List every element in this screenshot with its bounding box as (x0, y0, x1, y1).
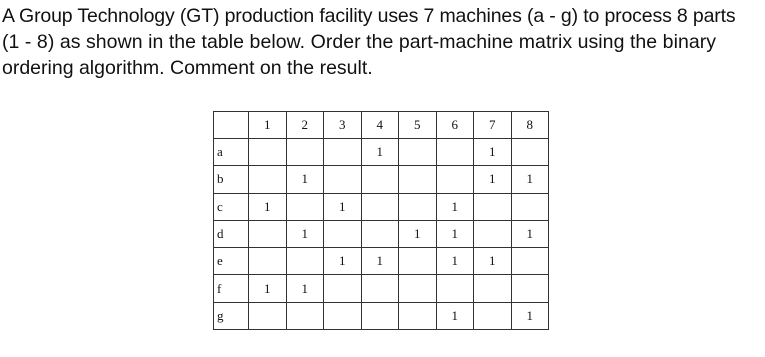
matrix-cell (399, 275, 437, 302)
machine-row (214, 248, 549, 275)
matrix-cell (324, 302, 362, 329)
matrix-cell (436, 166, 474, 193)
matrix-cell: 1 (324, 248, 362, 275)
matrix-cell: 1 (436, 193, 474, 220)
part-column-header: 7 (474, 112, 512, 139)
matrix-cell (249, 139, 287, 166)
matrix-cell (324, 275, 362, 302)
part-column-header: 8 (511, 112, 549, 139)
machine-label: e (214, 248, 249, 275)
matrix-cell: 1 (286, 166, 324, 193)
problem-line: (1 - 8) as shown in the table below. Order the part-machine matrix using the binary (2, 31, 717, 53)
matrix-cell (399, 193, 437, 220)
matrix-cell (474, 193, 512, 220)
part-column-header: 1 (249, 112, 287, 139)
machine-row (214, 302, 549, 329)
matrix-cell (399, 302, 437, 329)
matrix-cell (286, 248, 324, 275)
matrix-cell (324, 166, 362, 193)
problem-statement (2, 3, 762, 81)
matrix-cell (249, 302, 287, 329)
matrix-cell (286, 302, 324, 329)
matrix-cell (361, 220, 399, 247)
matrix-cell (474, 220, 512, 247)
matrix-cell (511, 139, 549, 166)
part-column-header: 4 (361, 112, 399, 139)
matrix-cell (474, 302, 512, 329)
matrix-cell: 1 (286, 275, 324, 302)
matrix-cell: 1 (436, 302, 474, 329)
machine-label: a (214, 139, 249, 166)
matrix-cell (399, 166, 437, 193)
matrix-cell (399, 139, 437, 166)
matrix-cell (436, 275, 474, 302)
part-column-header: 5 (399, 112, 437, 139)
matrix-cell: 1 (436, 248, 474, 275)
problem-line: ordering algorithm. Comment on the result. (2, 57, 373, 79)
matrix-cell (249, 220, 287, 247)
matrix-cell: 1 (511, 302, 549, 329)
matrix-cell: 1 (324, 193, 362, 220)
part-machine-matrix (213, 111, 549, 330)
machine-label: g (214, 302, 249, 329)
matrix-cell (511, 248, 549, 275)
matrix-cell (399, 248, 437, 275)
matrix-cell (511, 193, 549, 220)
matrix-cell (361, 302, 399, 329)
matrix-cell: 1 (511, 166, 549, 193)
machine-row (214, 193, 549, 220)
matrix-cell (361, 275, 399, 302)
machine-label: f (214, 275, 249, 302)
matrix-cell: 1 (361, 248, 399, 275)
matrix-cell (361, 166, 399, 193)
problem-line: A Group Technology (GT) production facility uses 7 machines (a - g) to process 8 parts (2, 5, 736, 27)
matrix-cell: 1 (249, 275, 287, 302)
matrix-cell (474, 275, 512, 302)
machine-label: c (214, 193, 249, 220)
matrix-cell (324, 220, 362, 247)
matrix-cell: 1 (511, 220, 549, 247)
machine-label: d (214, 220, 249, 247)
matrix-cell (511, 275, 549, 302)
matrix-cell (286, 139, 324, 166)
matrix-cell (361, 193, 399, 220)
machine-row (214, 275, 549, 302)
machine-row (214, 166, 549, 193)
part-column-header: 3 (324, 112, 362, 139)
matrix-cell: 1 (474, 166, 512, 193)
matrix-cell (286, 193, 324, 220)
matrix-cell (249, 166, 287, 193)
part-column-header: 6 (436, 112, 474, 139)
matrix-corner-cell (214, 112, 249, 139)
matrix-cell (324, 139, 362, 166)
machine-label: b (214, 166, 249, 193)
matrix-cell: 1 (286, 220, 324, 247)
matrix-cell (436, 139, 474, 166)
matrix-cell: 1 (249, 193, 287, 220)
machine-row (214, 220, 549, 247)
part-column-header: 2 (286, 112, 324, 139)
matrix-header-row (214, 112, 549, 139)
matrix-cell: 1 (399, 220, 437, 247)
matrix-cell: 1 (436, 220, 474, 247)
matrix-cell: 1 (474, 248, 512, 275)
matrix-cell: 1 (474, 139, 512, 166)
machine-row (214, 139, 549, 166)
matrix-cell: 1 (361, 139, 399, 166)
matrix-cell (249, 248, 287, 275)
